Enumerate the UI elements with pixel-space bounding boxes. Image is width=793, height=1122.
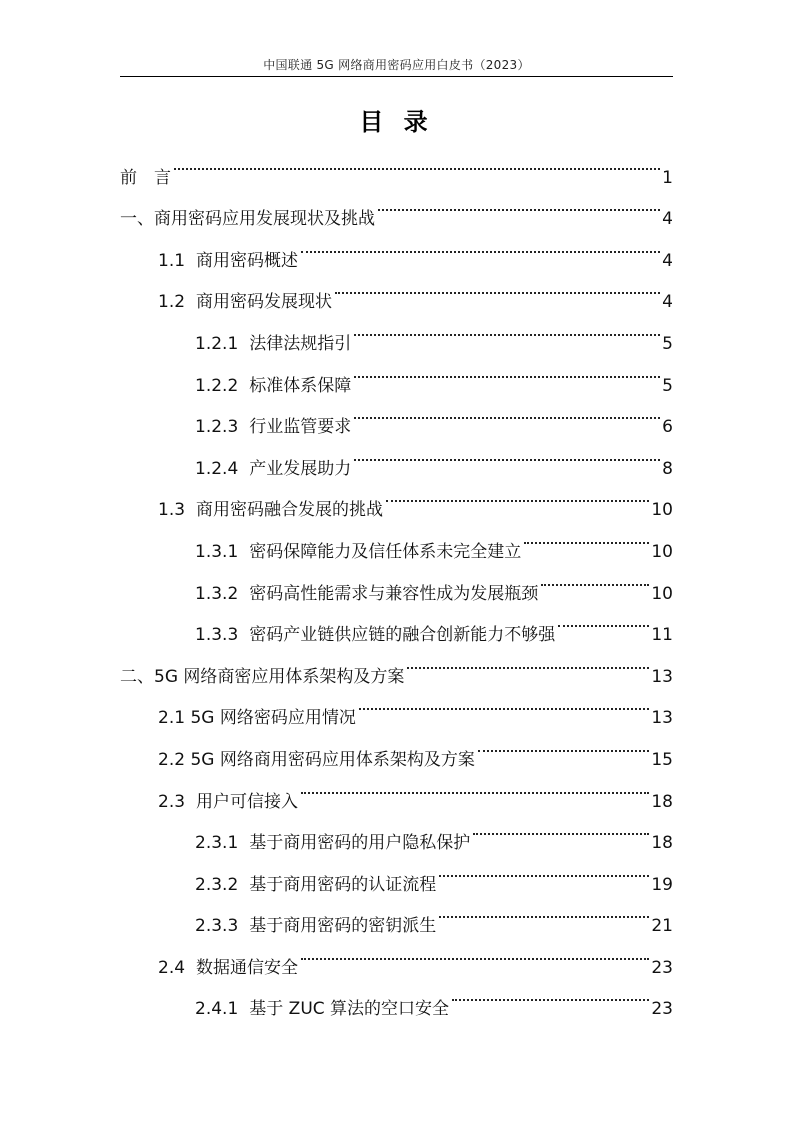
dot-leader (174, 141, 660, 183)
toc-entry-label: 行业监管要求 (249, 417, 352, 438)
toc-entry-page: 18 (651, 833, 673, 854)
toc-entry-label: 法律法规指引 (249, 333, 352, 354)
toc-entry[interactable] (0, 599, 793, 646)
toc-entry[interactable] (0, 931, 793, 978)
dot-leader (378, 183, 660, 225)
toc-entry-page: 13 (651, 708, 673, 729)
dot-leader (541, 557, 649, 599)
toc-entry-number: 1.1 (158, 250, 186, 271)
dot-leader (335, 266, 660, 308)
toc-entry-label: 基于商用密码的密钥派生 (249, 916, 437, 937)
toc-entry[interactable] (0, 682, 793, 729)
dot-leader (359, 682, 650, 724)
toc-entry-number: 2.3 (158, 791, 186, 812)
toc-entry[interactable] (0, 432, 793, 479)
toc-entry[interactable] (0, 349, 793, 396)
toc-entry-page: 8 (662, 458, 673, 479)
toc-entry[interactable] (0, 224, 793, 271)
toc-entry-label: 二、5G 网络商密应用体系架构及方案 (120, 666, 405, 687)
toc-entry-page: 4 (662, 209, 673, 230)
toc-entry-page: 4 (662, 250, 673, 271)
dot-leader (354, 391, 660, 433)
toc-entry[interactable] (0, 515, 793, 562)
toc-entry-number: 1.3.3 (195, 625, 239, 646)
toc-entry-page: 5 (662, 375, 673, 396)
header-rule (120, 76, 673, 77)
dot-leader (558, 599, 649, 641)
toc-entry-label: 基于商用密码的用户隐私保护 (249, 833, 471, 854)
toc-entry[interactable] (0, 848, 793, 895)
dot-leader (301, 931, 649, 973)
toc-entry[interactable] (0, 391, 793, 438)
toc-entry-label: 密码高性能需求与兼容性成为发展瓶颈 (249, 583, 539, 604)
toc-entry[interactable] (0, 765, 793, 812)
toc-entry-page: 23 (651, 999, 673, 1020)
toc-entry-number: 2.4.1 (195, 999, 239, 1020)
toc-entry-label: 2.1 5G 网络密码应用情况 (158, 708, 356, 729)
dot-leader (354, 432, 660, 474)
toc-entry-number: 2.3.3 (195, 916, 239, 937)
toc-entry[interactable] (0, 141, 793, 188)
toc-entry-label: 商用密码发展现状 (196, 292, 333, 313)
toc-entry-number: 1.2 (158, 292, 186, 313)
toc-entry-page: 15 (651, 749, 673, 770)
toc-entry-page: 19 (651, 874, 673, 895)
dot-leader (386, 474, 649, 516)
toc-entry-number: 1.2.1 (195, 333, 239, 354)
toc-entry-page: 18 (651, 791, 673, 812)
toc-entry-label: 商用密码融合发展的挑战 (196, 500, 384, 521)
toc-entry-page: 23 (651, 957, 673, 978)
toc-entry-page: 6 (662, 417, 673, 438)
dot-leader (407, 640, 649, 682)
toc-entry[interactable] (0, 973, 793, 1020)
toc-title: 目 录 (359, 108, 434, 136)
toc-entry-number: 2.4 (158, 957, 186, 978)
toc-entry[interactable] (0, 807, 793, 854)
toc-entry-label: 数据通信安全 (196, 957, 299, 978)
toc-entry-label: 标准体系保障 (249, 375, 352, 396)
toc-entry-number: 1.2.3 (195, 417, 239, 438)
toc-entry-number: 1.3.1 (195, 541, 239, 562)
toc-entry[interactable] (0, 723, 793, 770)
toc-entry-label: 一、商用密码应用发展现状及挑战 (120, 209, 375, 230)
toc-entry-page: 13 (651, 666, 673, 687)
dot-leader (354, 307, 660, 349)
running-header: 中国联通 5G 网络商用密码应用白皮书（2023） (263, 58, 530, 72)
dot-leader (301, 765, 649, 807)
toc-entry[interactable] (0, 640, 793, 687)
toc-entry[interactable] (0, 307, 793, 354)
toc-entry-label: 2.2 5G 网络商用密码应用体系架构及方案 (158, 749, 475, 770)
toc-entry[interactable] (0, 183, 793, 230)
toc-entry-page: 10 (651, 541, 673, 562)
toc-entry-page: 4 (662, 292, 673, 313)
toc-entry[interactable] (0, 557, 793, 604)
toc-entry-number: 2.3.1 (195, 833, 239, 854)
toc-entry-label: 密码保障能力及信任体系未完全建立 (249, 541, 522, 562)
toc-entry-label: 商用密码概述 (196, 250, 299, 271)
toc-entry-label: 基于 ZUC 算法的空口安全 (249, 999, 450, 1020)
dot-leader (439, 848, 649, 890)
toc-entry-label: 用户可信接入 (196, 791, 299, 812)
dot-leader (439, 890, 649, 932)
toc-entry-page: 21 (651, 916, 673, 937)
toc-entry-label: 前 言 (120, 167, 171, 188)
toc-entry[interactable] (0, 890, 793, 937)
toc-entry-page: 1 (662, 167, 673, 188)
table-of-contents (0, 141, 793, 1020)
dot-leader (473, 807, 649, 849)
toc-entry-label: 密码产业链供应链的融合创新能力不够强 (249, 625, 556, 646)
toc-entry-page: 10 (651, 583, 673, 604)
toc-entry-page: 5 (662, 333, 673, 354)
toc-entry-page: 11 (651, 625, 673, 646)
dot-leader (301, 224, 660, 266)
dot-leader (354, 349, 660, 391)
toc-entry-number: 1.2.4 (195, 458, 239, 479)
toc-entry-label: 基于商用密码的认证流程 (249, 874, 437, 895)
toc-entry[interactable] (0, 266, 793, 313)
dot-leader (478, 723, 650, 765)
toc-entry-number: 1.3 (158, 500, 186, 521)
toc-entry[interactable] (0, 474, 793, 521)
dot-leader (452, 973, 649, 1015)
toc-entry-number: 2.3.2 (195, 874, 239, 895)
toc-entry-number: 1.3.2 (195, 583, 239, 604)
toc-entry-label: 产业发展助力 (249, 458, 352, 479)
toc-entry-page: 10 (651, 500, 673, 521)
dot-leader (524, 515, 649, 557)
toc-entry-number: 1.2.2 (195, 375, 239, 396)
